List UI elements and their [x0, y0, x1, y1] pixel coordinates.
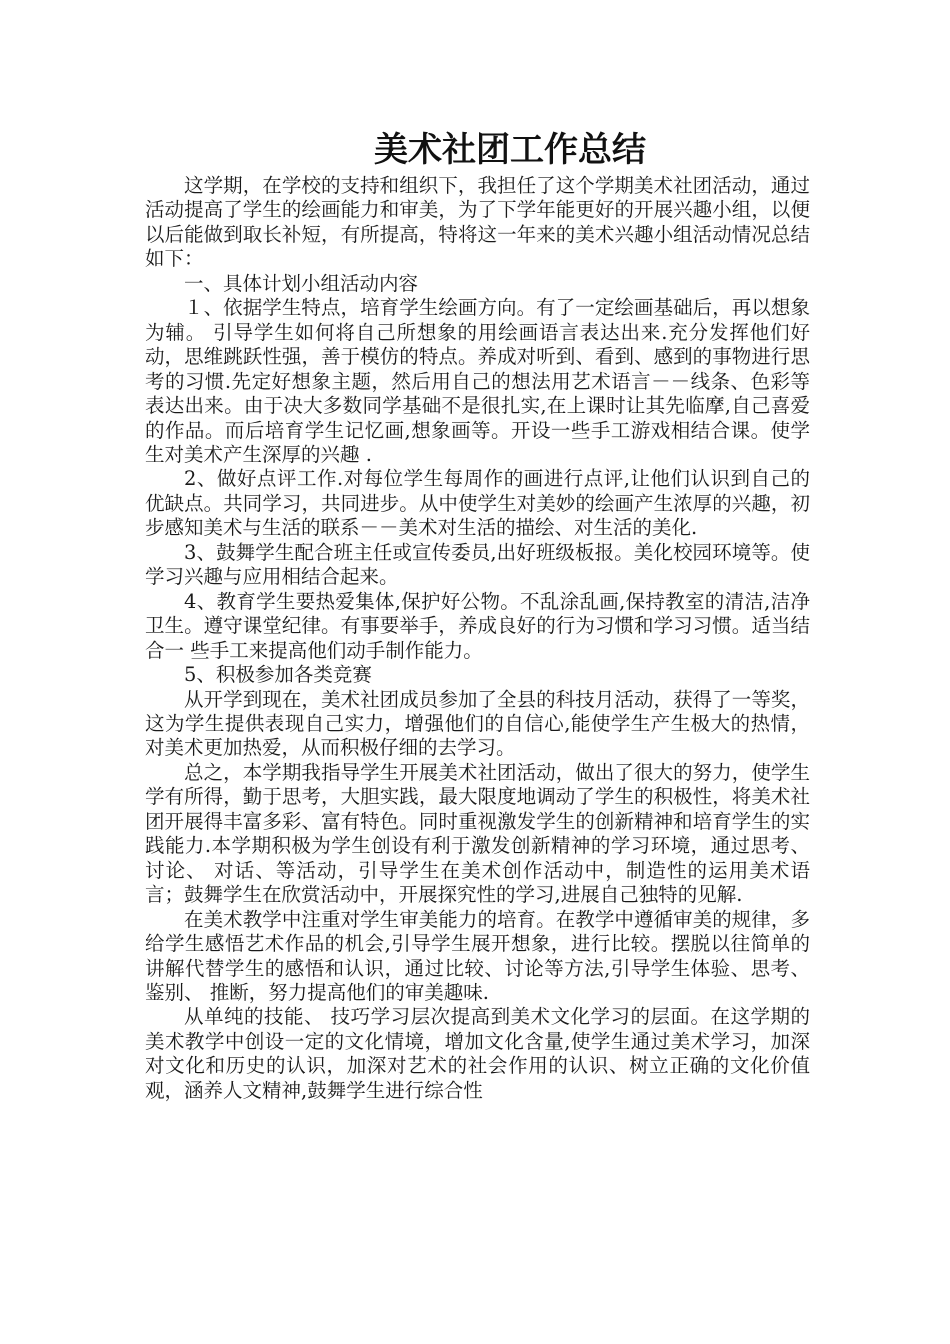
culture-paragraph: 从单纯的技能、 技巧学习层次提高到美术文化学习的层面。在这学期的美术教学中创设一定的文化情境，增加文化含量,使学生通过美术学习，加深对文化和历史的认识，加深对艺术的社会作用的认识、树立正确的文化价值观，涵养人文精神,鼓舞学生进行综合性 [145, 1005, 810, 1102]
aesthetic-paragraph: 在美术教学中注重对学生审美能力的培育。在教学中遵循审美的规律，多给学生感悟艺术作品的机会,引导学生展开想象，进行比较。摆脱以往简单的讲解代替学生的感悟和认识，通过比较、讨论等方法,引导学生体验、思考、鉴别、 推断，努力提高他们的审美趣味. [145, 907, 810, 1004]
intro-paragraph: 这学期，在学校的支持和组织下，我担任了这个学期美术社团活动，通过活动提高了学生的绘画能力和审美，为了下学年能更好的开展兴趣小组，以便以后能做到取长补短，有所提高，特将这一年来的美术兴趣小组活动情况总结如下： [145, 174, 810, 271]
item-3-paragraph: 3、鼓舞学生配合班主任或宣传委员,出好班级板报。美化校园环境等。使学习兴趣与应用相结合起来。 [145, 540, 810, 589]
item-2-paragraph: 2、做好点评工作.对每位学生每周作的画进行点评,让他们认识到自己的优缺点。共同学习，共同进步。从中使学生对美妙的绘画产生浓厚的兴趣，初步感知美术与生活的联系－－美术对生活的描绘、对生活的美化. [145, 467, 810, 540]
item-5-heading: 5、积极参加各类竞赛 [184, 663, 372, 687]
item-1-paragraph: １、依据学生特点，培育学生绘画方向。有了一定绘画基础后，再以想象为辅。 引导学生如何将自己所想象的用绘画语言表达出来.充分发挥他们好动，思维跳跃性强，善于模仿的特点。养成对听到、看到、感到的事物进行思考的习惯.先定好想象主题，然后用自己的想法用艺术语言－－线条、色彩等表达出来。由于决大多数同学基础不是很扎实,在上课时让其先临摩,自己喜爱的作品。而后培育学生记忆画,想象画等。开设一些手工游戏相结合课。使学生对美术产生深厚的兴趣 . [145, 296, 810, 466]
document-body [145, 174, 810, 1103]
summary-paragraph: 总之，本学期我指导学生开展美术社团活动，做出了很大的努力，使学生学有所得，勤于思考，大胆实践，最大限度地调动了学生的积极性，将美术社团开展得丰富多彩、富有特色。同时重视激发学生的创新精神和培育学生的实践能力.本学期积极为学生创设有利于激发创新精神的学习环境，通过思考、讨论、 对话、等活动，引导学生在美术创作活动中，制造性的运用美术语言；鼓舞学生在欣赏活动中，开展探究性的学习,进展自己独特的见解. [145, 760, 810, 907]
item-4-paragraph: 4、教育学生要热爱集体,保护好公物。不乱涂乱画,保持教室的清洁,洁净卫生。遵守课堂纪律。有事要举手，养成良好的行为习惯和学习习惯。适当结合一 些手工来提高他们动手制作能力。 [145, 589, 810, 662]
document-title: 美术社团工作总结 [374, 130, 646, 170]
section-1-heading: 一、具体计划小组活动内容 [184, 271, 419, 295]
item-5-paragraph: 从开学到现在，美术社团成员参加了全县的科技月活动，获得了一等奖，这为学生提供表现自己实力，增强他们的自信心,能使学生产生极大的热情，对美术更加热爱，从而积极仔细的去学习。 [145, 687, 810, 760]
